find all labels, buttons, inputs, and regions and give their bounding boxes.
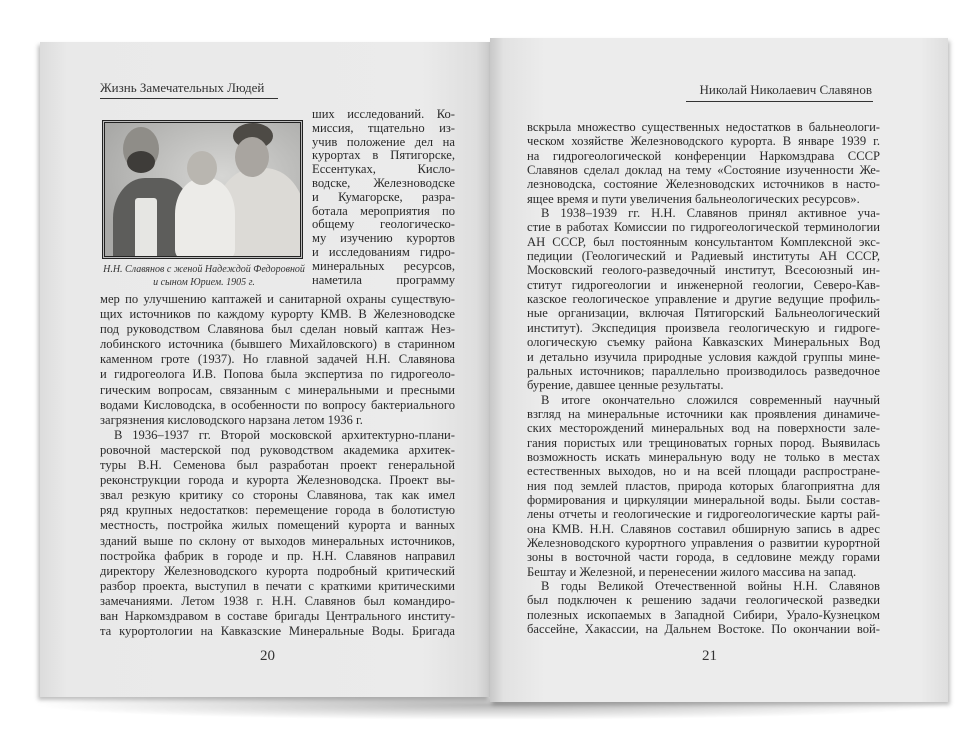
text-line: В годы Великой Отечественной войны Н.Н. Славянов [541, 579, 880, 593]
text-line: Ессентуках, Кисло- [312, 162, 455, 177]
text-line: ститут гидрогеологии и инженерной геологии, Северо-Кав- [527, 277, 880, 292]
text-line: на гидрогеологической конференции Наркомздрава СССР [527, 148, 880, 163]
woman-head [235, 137, 269, 177]
text-line: Славянов сделал доклад на тему «Состояние изученности Же- [527, 163, 880, 178]
text-line: и Кумагорске, разра- [312, 189, 455, 204]
text-line: Железноводского курортного управления о развитии курортной [527, 535, 880, 550]
text-line: был подключен к решению задачи геологической разведки [527, 593, 880, 608]
text-line: В итоге окончательно сложился современный научный [541, 392, 880, 407]
child-head [187, 151, 217, 185]
man-beard [127, 151, 155, 173]
text-line: казское геологическое управление и другие ведущие профиль- [527, 292, 880, 307]
right-running-head: Николай Николаевич Славянов [699, 82, 872, 97]
left-float-text [312, 108, 455, 287]
right-page-number: 21 [702, 648, 717, 664]
text-line: зоны в восточной части города, в седловине между горами [527, 550, 880, 565]
text-line: ряд крупных недостатков: перемещение города в болотистую [100, 503, 455, 518]
text-line: зданий выше по склону от выходов минеральных источников, [100, 533, 455, 548]
text-line: Московский геолого-разведочный институт, Всесоюзный ин- [527, 263, 880, 278]
child-figure [175, 178, 235, 258]
text-line: му изучению курортов [312, 231, 455, 246]
text-line: гания пористых или трещиноватых горных пород. Выявилась [527, 435, 880, 450]
text-line: директору Железноводского курорта подробный критический [100, 563, 455, 578]
left-page-number: 20 [260, 648, 275, 664]
right-body-text [527, 120, 880, 636]
text-line: она КМВ. Н.Н. Славянов составил обширную запись в адрес [527, 521, 880, 536]
text-line: В 1938–1939 гг. Н.Н. Славянов принял активное уча- [541, 206, 880, 221]
photo-caption-line: и сыном Юрием. 1905 г. [153, 277, 255, 288]
text-line: лезноводска, состояние Железноводских источников в насто- [527, 177, 880, 192]
text-line: Бештау и Железной, и перенесении жилого массива на запад. [527, 564, 857, 579]
text-line: возможность искать минеральную воду не только в местах [527, 449, 880, 464]
text-line: и гидрогеолога И.В. Попова была экспертиза по гидрогеоло- [100, 367, 455, 382]
text-line: ван Наркомздравом в составе бригады Центрального институ- [100, 608, 455, 623]
text-line: реконструкции города и курорта Железноводска. Проект вы- [100, 473, 455, 488]
text-line: ологическую съемку района Кавказских Минеральных Вод [527, 335, 880, 350]
text-line: водске, Железноводске [312, 175, 455, 190]
text-line: ботала мероприятия по [312, 203, 455, 218]
text-line: та курортологии на Кавказские Минеральные Воды. Бригада [100, 624, 455, 639]
text-line: туры В.Н. Семенова был разработан проект генеральной [100, 458, 455, 473]
text-line: В 1936–1937 гг. Второй московской архитектурно-плани- [114, 427, 455, 442]
text-line: минеральных ресурсов, [312, 258, 455, 273]
text-line: институт). Экспедиция произвела геологическую и гидроге- [527, 320, 880, 335]
text-line: и детально изучила природные условия каждой группы мине- [527, 349, 880, 364]
text-line: под руководством Славянова был сделан новый каптаж Нез- [100, 322, 455, 337]
text-line: ные организации, включая Пятигорский Бальнеологический [527, 306, 880, 321]
text-line: замечаниями. Летом 1938 г. Н.Н. Славянов был командиро- [100, 593, 455, 608]
right-running-head-rule [686, 101, 873, 102]
text-line: ческом хозяйстве Железноводского курорта. В январе 1939 г. [527, 134, 880, 149]
text-line: вскрыла множество существенных недостатков в бальнеологи- [527, 120, 880, 134]
text-line: курортах в Пятигорске, [312, 148, 455, 163]
text-line: лобинского источника (бывшего Михайловского) в старинном [100, 337, 455, 352]
left-running-head-rule [100, 98, 278, 99]
photo-caption [100, 263, 308, 289]
text-line: гическим вопросам, связанным с минеральными и пресными [100, 382, 455, 397]
text-line: каменном гроте (1937). Но главной задачей Н.Н. Славянова [100, 352, 455, 367]
text-line: формирования и циркуляции минеральной воды. Были состав- [527, 492, 880, 507]
text-line: бассейне, Хакассии, на Дальнем Востоке. По окончании вой- [527, 622, 880, 637]
text-line: взгляд на минеральные источники как проявления динамиче- [527, 406, 880, 421]
text-line: учив положение дел на [312, 134, 455, 149]
left-running-head: Жизнь Замечательных Людей [100, 80, 265, 95]
text-line: полезных ископаемых в Западной Сибири, Урало-Кузнецком [527, 607, 880, 622]
text-line: водами Кисловодска, в особенности по вопросу бактериального [100, 397, 455, 412]
text-line: АН СССР, был постоянным консультантом Комплексной экс- [527, 234, 880, 249]
text-line: разбор проекта, выступил в печати с краткими критическими [100, 578, 455, 593]
text-line: наметила программу [312, 272, 455, 287]
text-line: ния под землей пластов, природа которых благоприятна для [527, 478, 880, 493]
text-line: ровочной мастерской под руководством академика архитек- [100, 442, 455, 457]
man-shirt [135, 198, 157, 259]
text-line: ских месторождений минеральных вод на поверхности зале- [527, 421, 880, 436]
family-photo [102, 120, 303, 259]
text-line: педиции (Геологический и Радиевый институты АН СССР, [527, 249, 880, 264]
text-line: ящее время и пути увеличения бальнеологических ресурсов». [527, 191, 860, 206]
text-line: загрязнения кисловодского нарзана летом 1936 г. [100, 412, 363, 427]
text-line: стие в работах Комиссии по гидрогеологической терминологии [527, 220, 880, 235]
text-line: мер по улучшению каптажей и санитарной охраны существую- [100, 292, 455, 306]
text-line: лены отчеты и геологические и гидрогеологические карты рай- [527, 507, 880, 522]
text-line: ральных источников; параллельно производилось разведочное [527, 363, 880, 378]
text-line: и исследованиям гидро- [312, 244, 455, 259]
text-line: звал резкую критику со стороны Славянова, так как имел [100, 488, 455, 503]
text-line: естественных выходов, но и на всей площади распростране- [527, 464, 880, 479]
text-line: постройка фабрик в городе и пр. Н.Н. Славянов направил [100, 548, 455, 563]
photo-caption-line: Н.Н. Славянов с женой Надеждой Федоровной [103, 264, 305, 275]
text-line: бурение, давшее ценные результаты. [527, 378, 724, 393]
text-line: общему геологическо- [312, 217, 455, 232]
left-body-text [100, 292, 455, 639]
text-line: местность, постройка жилых помещений курорта и ванных [100, 518, 455, 533]
text-line: миссия, тщательно из- [312, 120, 455, 135]
text-line: щих источников по каждому курорту КМВ. В Железноводске [100, 307, 455, 322]
text-line: ших исследований. Ко- [312, 107, 455, 121]
